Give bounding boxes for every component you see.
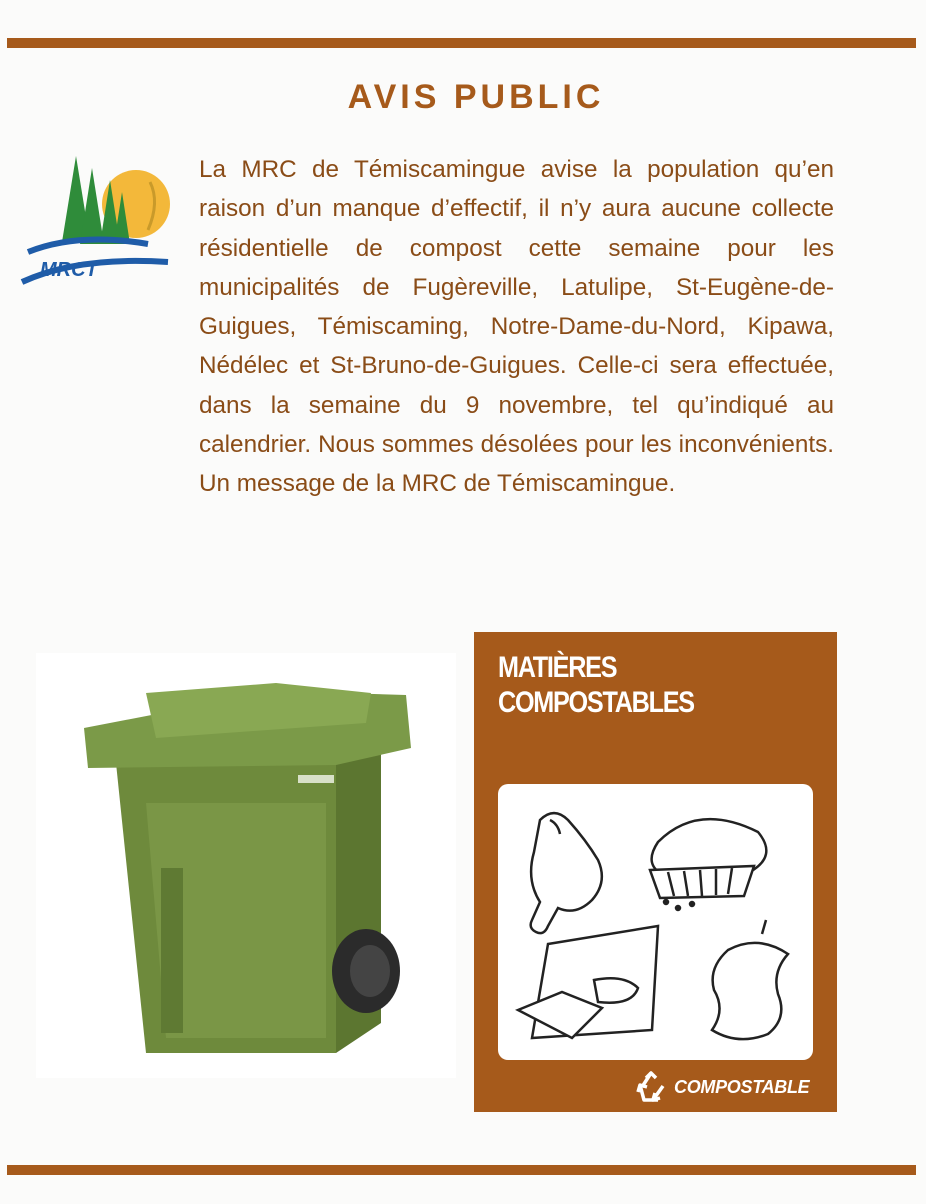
poster-footer-label: COMPOSTABLE <box>674 1076 810 1097</box>
svg-text:MRCT: MRCT <box>40 259 98 281</box>
chicken-leg-icon <box>531 813 602 933</box>
poster-title-line1: MATIÈRES <box>498 651 617 684</box>
page-title: AVIS PUBLIC <box>347 78 605 116</box>
apple-core-icon <box>712 920 788 1039</box>
recycle-icon <box>634 1070 668 1104</box>
poster-footer <box>634 1070 809 1104</box>
muffin-icon <box>650 819 766 910</box>
compost-bin-image <box>36 653 456 1078</box>
mrct-logo <box>18 152 172 292</box>
poster-title <box>498 650 694 720</box>
compostable-items-panel <box>498 784 813 1060</box>
paper-napkin-icon <box>518 926 658 1038</box>
poster-title-line2: COMPOSTABLES <box>498 686 694 719</box>
compostable-poster <box>474 632 837 1112</box>
notice-body: La MRC de Témiscamingue avise la population qu’en raison d’un manque d’effectif, il n’y aura aucune collecte résidentielle de compost cette semaine pour les municipalités de Fugèreville, Latulipe, St-Eugène-de-Guigues, Témiscaming, Notre-Dame-du-Nord, Kipawa, Nédélec et St-Bruno-de-Guigues. Celle-ci sera effectuée, dans la semaine du 9 novembre, tel qu’indiqué au calendrier. Nous sommes désolées pour les inconvénients. Un message de la MRC de Témiscamingue. <box>199 156 834 498</box>
bottom-divider <box>7 1165 916 1175</box>
top-divider <box>7 38 916 48</box>
